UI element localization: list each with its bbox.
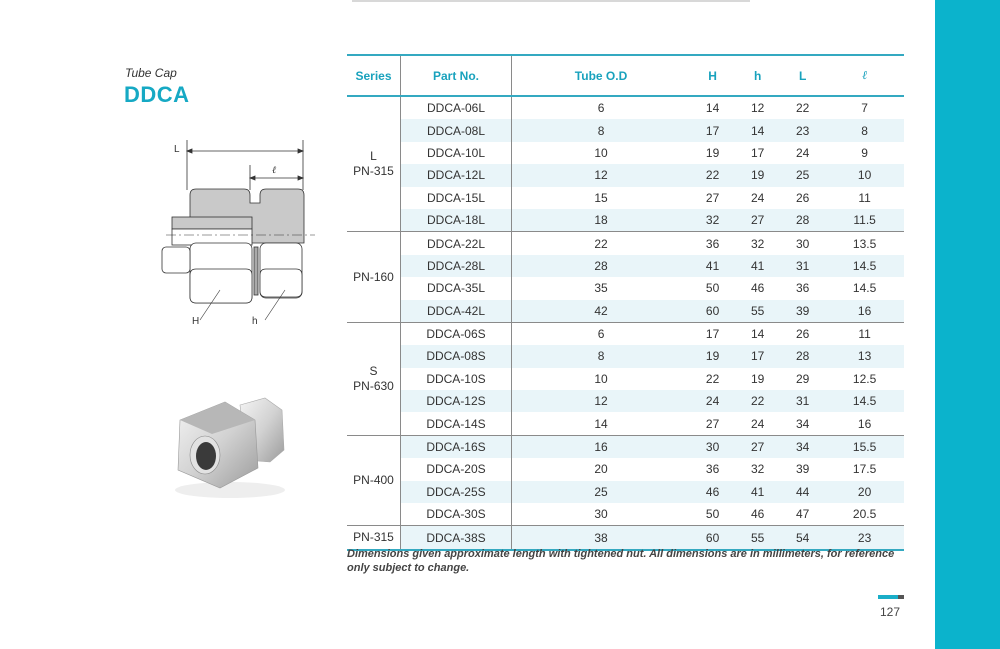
part-no-cell: DDCA-15L	[401, 187, 512, 209]
H-cell: 22	[690, 164, 735, 186]
tube-od-cell: 25	[512, 481, 691, 503]
H-cell: 50	[705, 507, 720, 522]
H-cell: 36	[705, 462, 720, 477]
L-cell: 28	[780, 345, 825, 367]
table-row	[347, 164, 904, 186]
ell-cell: 12.5	[852, 371, 877, 386]
table-row	[347, 503, 904, 526]
h-cell: 22	[735, 390, 780, 412]
ell-cell: 11	[825, 322, 904, 345]
H-cell: 60	[690, 526, 735, 550]
h-cell: 17	[735, 345, 780, 367]
series-cell	[347, 526, 401, 550]
ell-cell: 7	[861, 101, 868, 116]
table-row	[347, 119, 904, 141]
ell-cell: 20.5	[852, 507, 877, 522]
L-cell: 31	[780, 390, 825, 412]
h-cell: 12	[750, 101, 765, 116]
part-no-cell: DDCA-12L	[401, 164, 512, 186]
H-cell: 14	[705, 101, 720, 116]
part-no-cell: DDCA-42L	[401, 300, 512, 323]
h-cell: 24	[750, 190, 765, 205]
table-body	[347, 96, 904, 550]
H-cell: 30	[690, 435, 735, 458]
part-no-cell: DDCA-20S	[401, 458, 512, 480]
table-row	[347, 526, 904, 550]
table-row	[347, 390, 904, 412]
part-no-cell: DDCA-08S	[401, 345, 512, 367]
tube-od-cell: 18	[512, 209, 691, 232]
series-label: S	[369, 363, 378, 378]
L-cell: 36	[796, 281, 810, 296]
tube-od-cell: 15	[594, 190, 608, 205]
L-cell: 54	[780, 526, 825, 550]
tube-od-cell: 6	[597, 101, 605, 116]
col-header-tube-od: Tube O.D	[512, 55, 691, 96]
series-cell	[347, 96, 401, 232]
table-row	[347, 96, 904, 119]
h-cell: 14	[735, 119, 780, 141]
h-cell: 46	[750, 281, 765, 296]
series-label: PN-160	[353, 269, 394, 284]
dim-label-H: H	[192, 316, 200, 327]
ell-cell: 17.5	[852, 462, 877, 477]
h-cell: 27	[735, 435, 780, 458]
table-row	[347, 458, 904, 480]
col-header-ell: ℓ	[825, 55, 904, 96]
L-cell: 47	[796, 507, 810, 522]
H-cell: 17	[690, 119, 735, 141]
L-cell: 31	[780, 255, 825, 277]
table-row	[347, 345, 904, 367]
h-cell: 14	[735, 322, 780, 345]
H-cell: 50	[705, 281, 720, 296]
col-header-h: h	[735, 55, 780, 96]
ell-cell: 14.5	[852, 281, 877, 296]
H-cell: 32	[690, 209, 735, 232]
ell-cell: 23	[825, 526, 904, 550]
series-label: PN-630	[353, 378, 394, 393]
L-cell: 34	[796, 416, 810, 431]
ell-cell: 16	[825, 300, 904, 323]
col-header-series: Series	[347, 55, 401, 96]
ell-cell: 13.5	[825, 232, 904, 255]
side-color-bar	[935, 0, 1000, 649]
tube-od-cell: 42	[512, 300, 691, 323]
H-cell: 60	[690, 300, 735, 323]
h-cell: 17	[750, 145, 765, 160]
H-cell: 22	[705, 371, 720, 386]
table-row	[347, 300, 904, 323]
dim-label-h: h	[252, 316, 258, 327]
L-cell: 34	[780, 435, 825, 458]
L-cell: 44	[780, 481, 825, 503]
L-cell: 30	[780, 232, 825, 255]
tube-od-cell: 14	[594, 416, 608, 431]
L-cell: 26	[780, 322, 825, 345]
part-no-cell: DDCA-35L	[401, 277, 512, 299]
table-row	[347, 412, 904, 435]
tube-od-cell: 38	[512, 526, 691, 550]
part-no-cell: DDCA-16S	[401, 435, 512, 458]
H-cell: 27	[705, 416, 720, 431]
tube-od-cell: 16	[512, 435, 691, 458]
table-row	[347, 255, 904, 277]
H-cell: 19	[690, 345, 735, 367]
product-title: DDCA	[124, 82, 190, 107]
col-header-part-no: Part No.	[401, 55, 512, 96]
ell-cell: 15.5	[825, 435, 904, 458]
tube-cap-photo	[160, 390, 300, 505]
series-cell	[347, 322, 401, 435]
L-cell: 25	[780, 164, 825, 186]
product-subtitle: Tube Cap	[125, 66, 177, 80]
part-no-cell: DDCA-06S	[401, 322, 512, 345]
table-row	[347, 322, 904, 345]
H-cell: 27	[705, 190, 720, 205]
tube-od-cell: 12	[512, 390, 691, 412]
series-label: PN-400	[353, 473, 394, 488]
table-row	[347, 277, 904, 299]
L-cell: 23	[780, 119, 825, 141]
L-cell: 39	[780, 300, 825, 323]
cropped-top-text	[352, 0, 750, 2]
tube-od-cell: 10	[594, 371, 608, 386]
table-row	[347, 142, 904, 164]
H-cell: 41	[690, 255, 735, 277]
part-no-cell: DDCA-10L	[401, 142, 512, 164]
tube-od-cell: 35	[594, 281, 608, 296]
L-cell: 24	[796, 145, 810, 160]
table-row	[347, 209, 904, 232]
h-cell: 41	[735, 255, 780, 277]
part-no-cell: DDCA-22L	[401, 232, 512, 255]
col-header-L: L	[780, 55, 825, 96]
series-label: PN-315	[353, 530, 394, 545]
ell-cell: 16	[857, 416, 872, 431]
H-cell: 46	[690, 481, 735, 503]
L-cell: 22	[796, 101, 810, 116]
footnote: Dimensions given approximate length with tightened nut. All dimensions are in millimeters, for reference only subject to change.	[347, 548, 895, 574]
tube-od-cell: 12	[512, 164, 691, 186]
series-label: L	[370, 149, 377, 164]
tube-od-cell: 20	[594, 462, 608, 477]
dim-label-L: L	[174, 144, 180, 155]
ell-cell: 20	[825, 481, 904, 503]
part-no-cell: DDCA-28L	[401, 255, 512, 277]
h-cell: 55	[735, 300, 780, 323]
part-no-cell: DDCA-30S	[401, 503, 512, 526]
series-cell	[347, 232, 401, 323]
series-cell	[347, 435, 401, 526]
tube-od-cell: 8	[512, 119, 691, 141]
table-row	[347, 187, 904, 209]
ell-cell: 14.5	[825, 390, 904, 412]
tube-od-cell: 10	[594, 145, 608, 160]
ell-cell: 11.5	[825, 209, 904, 232]
h-cell: 46	[750, 507, 765, 522]
ell-cell: 13	[825, 345, 904, 367]
ell-cell: 14.5	[825, 255, 904, 277]
part-no-cell: DDCA-14S	[401, 412, 512, 435]
h-cell: 19	[735, 164, 780, 186]
tube-od-cell: 28	[512, 255, 691, 277]
L-cell: 29	[796, 371, 810, 386]
ell-cell: 10	[825, 164, 904, 186]
tube-od-cell: 30	[594, 507, 608, 522]
page-number: 127	[880, 605, 901, 619]
table-row	[347, 435, 904, 458]
L-cell: 26	[796, 190, 810, 205]
L-cell: 39	[796, 462, 810, 477]
h-cell: 27	[735, 209, 780, 232]
page-marker	[878, 595, 904, 599]
table-row	[347, 368, 904, 390]
part-no-cell: DDCA-38S	[401, 526, 512, 550]
h-cell: 19	[750, 371, 765, 386]
H-cell: 24	[690, 390, 735, 412]
col-header-H: H	[690, 55, 735, 96]
h-cell: 41	[735, 481, 780, 503]
h-cell: 24	[750, 416, 765, 431]
table-header-row	[347, 55, 904, 96]
dim-label-ell: ℓ	[272, 165, 277, 176]
L-cell: 28	[780, 209, 825, 232]
part-no-cell: DDCA-25S	[401, 481, 512, 503]
series-label: PN-315	[353, 164, 394, 179]
tube-od-cell: 8	[512, 345, 691, 367]
ell-cell: 11	[858, 190, 871, 205]
ell-cell: 8	[825, 119, 904, 141]
h-cell: 32	[735, 232, 780, 255]
part-no-cell: DDCA-18L	[401, 209, 512, 232]
part-no-cell: DDCA-10S	[401, 368, 512, 390]
dimensions-table	[347, 54, 904, 551]
table-row	[347, 232, 904, 255]
tube-od-cell: 22	[512, 232, 691, 255]
h-cell: 32	[750, 462, 765, 477]
h-cell: 55	[735, 526, 780, 550]
tube-cap-drawing	[160, 135, 320, 330]
part-no-cell: DDCA-08L	[401, 119, 512, 141]
part-no-cell: DDCA-12S	[401, 390, 512, 412]
H-cell: 19	[705, 145, 720, 160]
H-cell: 17	[690, 322, 735, 345]
H-cell: 36	[690, 232, 735, 255]
ell-cell: 9	[861, 145, 868, 160]
table-row	[347, 481, 904, 503]
tube-od-cell: 6	[512, 322, 691, 345]
part-no-cell: DDCA-06L	[401, 96, 512, 119]
